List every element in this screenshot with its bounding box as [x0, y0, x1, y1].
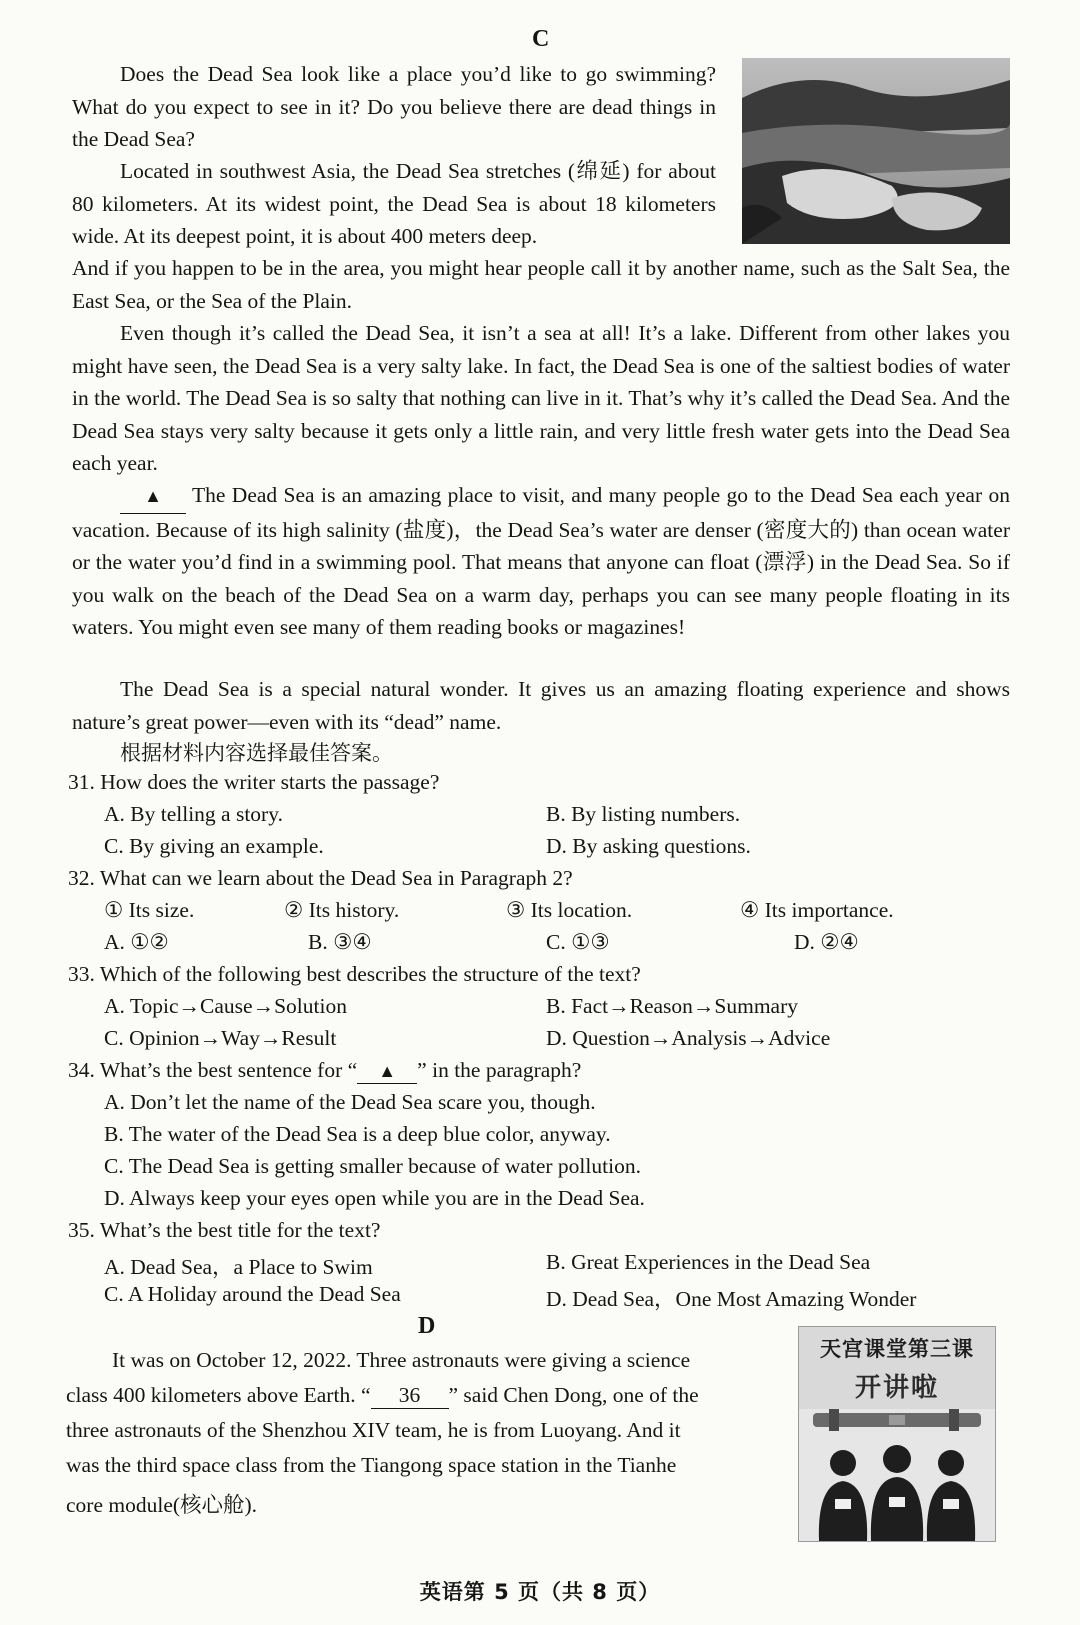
paragraph-4: ▲ The Dead Sea is an amazing place to visit, and many people go to the Dead Sea each year on vacation. Because of its high salinity (盐度)，the Dead Sea’s water are denser (密度大的) than ocean water or the water you’d find in a swimming pool. That means that anyone can float (漂浮) in the Dead Sea. So if you walk on the beach of the Dead Sea on a warm day, perhaps you can see many people floating in its waters. You might even see many of them reading books or magazines! — [72, 479, 1010, 644]
q34-blank: ▲ — [357, 1058, 417, 1084]
q32-item-4: ④ Its importance. — [740, 898, 894, 922]
q34-option-b[interactable]: B. The water of the Dead Sea is a deep blue color, anyway. — [104, 1122, 611, 1146]
section-d-line-2: class 400 kilometers above Earth. “ 36 ” said Chen Dong, one of the — [66, 1383, 699, 1407]
section-d-line-4: was the third space class from the Tiangong space station in the Tianhe — [66, 1453, 677, 1477]
section-d-line-3: three astronauts of the Shenzhou XIV team, he is from Luoyang. And it — [66, 1418, 681, 1442]
q34-option-a[interactable]: A. Don’t let the name of the Dead Sea scare you, though. — [104, 1090, 596, 1114]
q35-option-a[interactable]: A. Dead Sea，a Place to Swim — [104, 1255, 373, 1279]
paragraph-1: Does the Dead Sea look like a place you’d like to go swimming? What do you expect to see in it? Do you believe there are dead things in the Dead Sea? — [72, 62, 716, 151]
poster-subtitle: 开讲啦 — [854, 1373, 939, 1403]
q34-option-c[interactable]: C. The Dead Sea is getting smaller because of water pollution. — [104, 1154, 641, 1178]
section-d-label: D — [418, 1313, 436, 1339]
q33-option-b[interactable]: B. Fact→Reason→Summary — [546, 994, 799, 1018]
paragraph-5: The Dead Sea is a special natural wonder. It gives us an amazing floating experience and shows nature’s great power—even with its “dead” name. — [72, 677, 1010, 734]
tiangong-class-poster — [798, 1326, 996, 1542]
q31-option-a[interactable]: A. By telling a story. — [104, 802, 283, 826]
question-31: 31. How does the writer starts the passage? — [68, 770, 440, 794]
section-d-line-1: It was on October 12, 2022. Three astronauts were giving a science — [112, 1348, 691, 1372]
q32-item-1: ① Its size. — [104, 898, 195, 922]
q35-option-c[interactable]: C. A Holiday around the Dead Sea — [104, 1282, 401, 1306]
q31-option-c[interactable]: C. By giving an example. — [104, 834, 324, 858]
page-footer: 英语第 5 页（共 8 页） — [419, 1580, 661, 1604]
q34-option-d[interactable]: D. Always keep your eyes open while you are in the Dead Sea. — [104, 1186, 645, 1210]
paragraph-3: Even though it’s called the Dead Sea, it isn’t a sea at all! It’s a lake. Different from other lakes you might have seen, the Dead Sea is a very salty lake. In fact, the Dead Sea is one of the saltiest bodies of water in the world. The Dead Sea is so salty that nothing can live in it. That’s why it’s called the Dead Sea. And the Dead Sea stays very salty because it gets only a little rain, and very little fresh water gets into the Dead Sea each year. — [72, 321, 1010, 475]
q35-option-b[interactable]: B. Great Experiences in the Dead Sea — [546, 1250, 871, 1274]
dead-sea-photo — [742, 58, 1010, 244]
q33-option-a[interactable]: A. Topic→Cause→Solution — [104, 994, 347, 1018]
q33-option-d[interactable]: D. Question→Analysis→Advice — [546, 1026, 831, 1050]
question-32: 32. What can we learn about the Dead Sea in Paragraph 2? — [68, 866, 573, 890]
q32-option-b[interactable]: B. ③④ — [308, 930, 372, 954]
question-33: 33. Which of the following best describes the structure of the text? — [68, 962, 641, 986]
paragraph-2a: Located in southwest Asia, the Dead Sea stretches (绵延) for about 80 kilometers. At its widest point, the Dead Sea is about 18 kilometers wide. At its deepest point, it is about 400 meters deep. — [72, 159, 716, 248]
q32-option-a[interactable]: A. ①② — [104, 930, 169, 954]
q32-option-d[interactable]: D. ②④ — [794, 930, 859, 954]
section-c-label: C — [532, 26, 550, 52]
q33-option-c[interactable]: C. Opinion→Way→Result — [104, 1026, 337, 1050]
instruction-text: 根据材料内容选择最佳答案。 — [120, 741, 393, 765]
section-d-line-5: core module(核心舱). — [66, 1493, 258, 1517]
q32-item-3: ③ Its location. — [506, 898, 633, 922]
q31-option-d[interactable]: D. By asking questions. — [546, 834, 751, 858]
astronauts-illustration — [799, 1409, 995, 1541]
answer-blank: ▲ — [120, 479, 186, 514]
poster-title: 天宫课堂第三课 — [820, 1337, 974, 1361]
q35-option-d[interactable]: D. Dead Sea，One Most Amazing Wonder — [546, 1287, 917, 1311]
q31-option-b[interactable]: B. By listing numbers. — [546, 802, 741, 826]
question-35: 35. What’s the best title for the text? — [68, 1218, 381, 1242]
blank-36: 36 — [371, 1383, 449, 1409]
paragraph-2b: And if you happen to be in the area, you might hear people call it by another name, such as the Salt Sea, the East Sea, or the Sea of the Plain. — [72, 256, 1010, 313]
q32-option-c[interactable]: C. ①③ — [546, 930, 610, 954]
q32-item-2: ② Its history. — [284, 898, 400, 922]
question-34: 34. What’s the best sentence for “ ▲ ” in the paragraph? — [68, 1058, 582, 1082]
